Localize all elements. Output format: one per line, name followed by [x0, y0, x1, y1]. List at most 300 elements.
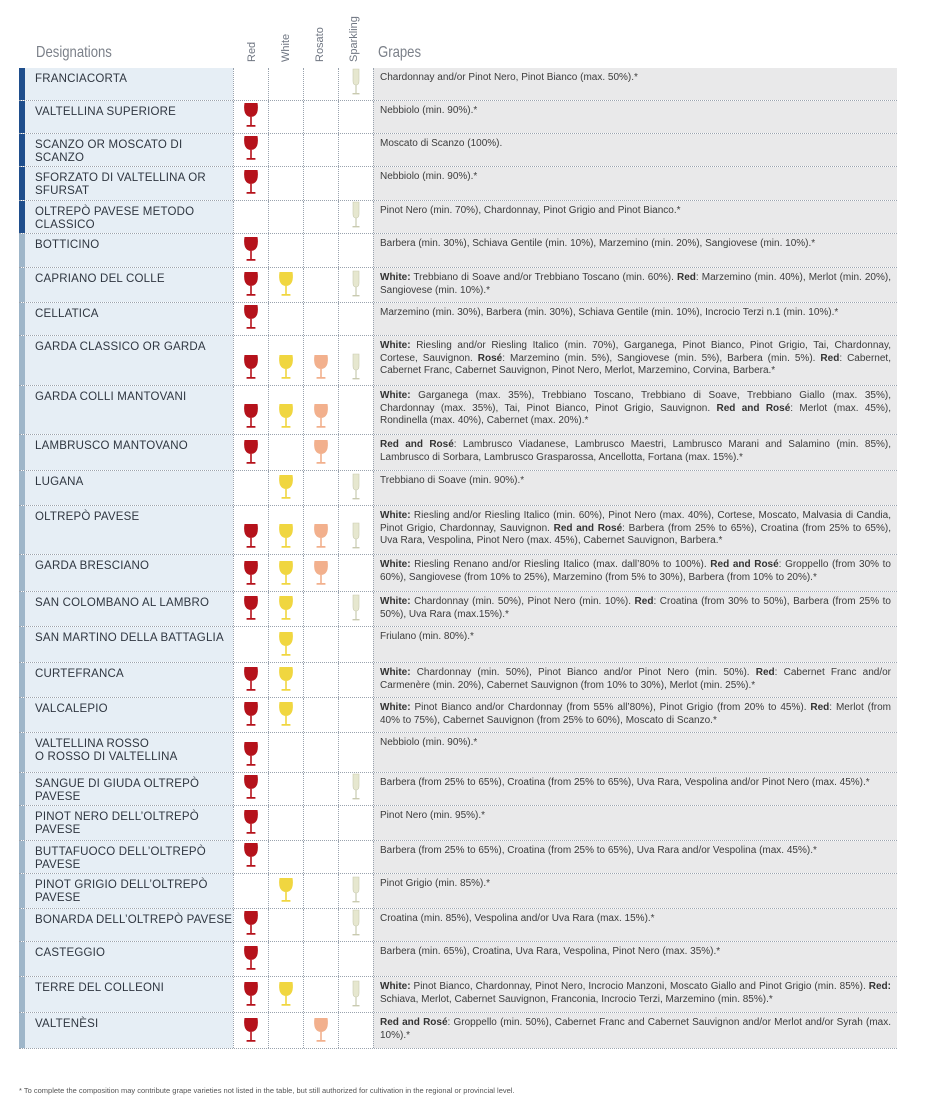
white-cell	[268, 698, 303, 732]
white-wine-glass-icon	[277, 700, 295, 728]
red-cell	[233, 134, 268, 166]
grapes-label: Rosé	[477, 352, 503, 364]
white-cell	[268, 268, 303, 302]
red-wine-glass-icon	[242, 665, 260, 693]
grapes-label: Red:	[868, 981, 891, 992]
grapes-text	[373, 336, 897, 385]
grapes-segment: Moscato di Scanzo (100%).	[380, 138, 503, 149]
grapes-text	[373, 627, 897, 662]
grapes-text	[373, 555, 897, 591]
grapes-segment: Riesling Renano and/or Riesling Italico (max. dall’80% to 100%).	[410, 559, 711, 570]
red-cell	[233, 506, 268, 554]
designation-name: OLTREPÒ PAVESE	[25, 506, 233, 554]
red-cell	[233, 627, 268, 662]
rosato-cell	[303, 234, 338, 267]
table-row	[19, 471, 897, 506]
designation-name: GARDA CLASSICO OR GARDA	[25, 336, 233, 385]
sparkling-cell	[338, 506, 373, 554]
table-row	[19, 336, 897, 386]
white-cell	[268, 506, 303, 554]
white-cell	[268, 336, 303, 385]
sparkling-flute-icon	[347, 522, 365, 550]
designation-name: SCANZO OR MOSCATO DI SCANZO	[25, 134, 233, 166]
white-cell	[268, 386, 303, 434]
designation-name: PINOT NERO DELL’OLTREPÒ PAVESE	[25, 806, 233, 840]
grapes-text	[373, 471, 897, 505]
red-wine-glass-icon	[242, 402, 260, 430]
designation-name: CAPRIANO DEL COLLE	[25, 268, 233, 302]
grapes-segment: : Cabernet, Cabernet Franc, Cabernet Sauvignon, Pinot Nero, Merlot, Marzemino, Corvina, Barbera.*	[380, 352, 891, 376]
designation-name: VALTENÈSI	[25, 1013, 233, 1048]
red-wine-glass-icon	[242, 559, 260, 587]
white-cell	[268, 1013, 303, 1048]
red-cell	[233, 268, 268, 302]
grapes-label: Red	[755, 667, 775, 678]
grapes-text	[373, 68, 897, 100]
white-cell	[268, 471, 303, 505]
grapes-text	[373, 101, 897, 133]
sparkling-flute-icon	[347, 773, 365, 801]
designations-header: Designations	[36, 44, 112, 61]
designation-name: GARDA COLLI MANTOVANI	[25, 386, 233, 434]
grapes-segment: : Merlot (from 40% to 75%), Cabernet Sauvignon (from 25% to 60%), Moscato di Scanzo.*	[380, 702, 891, 726]
designation-name: SANGUE DI GIUDA OLTREPÒ PAVESE	[25, 773, 233, 805]
sparkling-cell	[338, 909, 373, 941]
white-wine-glass-icon	[277, 594, 295, 622]
grapes-segment: : Groppello (from 30% to 60%), Sangiovese (from 10% to 25%), Marzemino (from 5% to 30%), Barbera (from 10% to 20%).*	[380, 559, 891, 583]
grapes-segment: : Merlot (max. 45%), Rondinella (max. 40%), Cabernet (max. 20%).*	[380, 402, 891, 426]
grapes-label: Red	[820, 352, 840, 364]
rosato-cell	[303, 773, 338, 805]
red-wine-glass-icon	[242, 909, 260, 937]
grapes-segment: Pinot Grigio (min. 85%).*	[380, 878, 491, 889]
red-wine-glass-icon	[242, 773, 260, 801]
sparkling-flute-icon	[347, 876, 365, 904]
designation-name: GARDA BRESCIANO	[25, 555, 233, 591]
grapes-text	[373, 167, 897, 200]
rosato-cell	[303, 201, 338, 233]
red-wine-glass-icon	[242, 1016, 260, 1044]
red-wine-glass-icon	[242, 353, 260, 381]
table-row	[19, 134, 897, 167]
sparkling-cell	[338, 806, 373, 840]
table-row	[19, 386, 897, 435]
grapes-text	[373, 806, 897, 840]
grapes-segment: Pinot Bianco and/or Chardonnay (from 55% all’80%), Pinot Grigio (from 20% to 45%).	[410, 702, 811, 713]
grapes-segment: Trebbiano di Soave and/or Trebbiano Toscano (min. 60%).	[410, 272, 677, 283]
table-row	[19, 234, 897, 268]
grapes-segment: Trebbiano di Soave (min. 90%).*	[380, 475, 525, 486]
rosato-cell	[303, 592, 338, 626]
rosato-cell	[303, 167, 338, 200]
grapes-text	[373, 733, 897, 772]
grapes-segment: Nebbiolo (min. 90%).*	[380, 171, 478, 182]
grapes-text	[373, 663, 897, 697]
white-cell	[268, 806, 303, 840]
red-cell	[233, 101, 268, 133]
white-cell	[268, 201, 303, 233]
rosato-cell	[303, 806, 338, 840]
designation-name: VALTELLINA ROSSO O ROSSO DI VALTELLINA	[25, 733, 233, 772]
sparkling-cell	[338, 68, 373, 100]
grapes-label: White:	[380, 667, 411, 678]
designation-name: CURTEFRANCA	[25, 663, 233, 697]
grapes-segment: Garganega (max. 35%), Trebbiano Toscano, Trebbiano di Soave, Trebbiano Giallo (max. 35%), Chardonnay (max. 35%), Tai, Pinot Bianco, Pinot Grigio, Sauvignon.	[380, 390, 891, 414]
grapes-segment: Barbera (min. 30%), Schiava Gentile (min. 10%), Marzemino (min. 20%), Sangiovese (min. 10%).*	[380, 238, 816, 249]
grapes-text	[373, 592, 897, 626]
white-cell	[268, 234, 303, 267]
red-wine-glass-icon	[242, 438, 260, 466]
rosato-cell	[303, 506, 338, 554]
white-cell	[268, 733, 303, 772]
designation-name: FRANCIACORTA	[25, 68, 233, 100]
sparkling-flute-icon	[347, 68, 365, 96]
table-row	[19, 733, 897, 773]
table-row	[19, 268, 897, 303]
sparkling-cell	[338, 167, 373, 200]
table-row	[19, 698, 897, 733]
table-row	[19, 435, 897, 471]
table-row	[19, 977, 897, 1013]
red-wine-glass-icon	[242, 101, 260, 129]
grapes-label: Red	[634, 596, 654, 607]
sparkling-cell	[338, 733, 373, 772]
designation-name: CASTEGGIO	[25, 942, 233, 976]
grapes-segment: : Croatina (from 30% to 50%), Barbera (from 25% to 50%), Uva Rara (max.15%).*	[380, 596, 891, 620]
white-cell	[268, 663, 303, 697]
red-cell	[233, 201, 268, 233]
sparkling-flute-icon	[347, 594, 365, 622]
designation-name: SAN COLOMBANO AL LAMBRO	[25, 592, 233, 626]
white-cell	[268, 627, 303, 662]
grapes-label: White:	[380, 981, 411, 992]
red-cell	[233, 733, 268, 772]
white-cell	[268, 134, 303, 166]
table-row	[19, 874, 897, 909]
sparkling-cell	[338, 663, 373, 697]
red-wine-glass-icon	[242, 522, 260, 550]
sparkling-cell	[338, 627, 373, 662]
grapes-segment: : Marzemino (min. 5%), Sangiovese (min. 5%), Barbera (min. 5%).	[502, 352, 821, 364]
table-row	[19, 663, 897, 698]
table-row	[19, 806, 897, 841]
designation-name: TERRE DEL COLLEONI	[25, 977, 233, 1012]
sparkling-cell	[338, 201, 373, 233]
grapes-text	[373, 909, 897, 941]
rosato-wine-glass-icon	[312, 438, 330, 466]
red-cell	[233, 841, 268, 873]
grapes-label: Red and Rosé	[553, 522, 623, 534]
grapes-text	[373, 874, 897, 908]
grapes-label: Red	[810, 702, 830, 713]
rosato-cell	[303, 733, 338, 772]
table-row	[19, 909, 897, 942]
grapes-text	[373, 134, 897, 166]
grapes-segment: Schiava, Merlot, Cabernet Sauvignon, Franconia, Incrocio Terzi, Marzemino (min. 85%).*	[380, 993, 773, 1005]
rosato-cell	[303, 471, 338, 505]
grapes-segment: Chardonnay and/or Pinot Nero, Pinot Bianco (max. 50%).*	[380, 72, 638, 83]
designation-name: BONARDA DELL’OLTREPÒ PAVESE	[25, 909, 233, 941]
grapes-text	[373, 234, 897, 267]
red-cell	[233, 68, 268, 100]
designation-name: PINOT GRIGIO DELL’OLTREPÒ PAVESE	[25, 874, 233, 908]
white-column-header: White	[280, 33, 292, 62]
sparkling-cell	[338, 977, 373, 1012]
red-cell	[233, 773, 268, 805]
grapes-text	[373, 773, 897, 805]
table-row	[19, 303, 897, 336]
rosato-cell	[303, 303, 338, 335]
footnote: * To complete the composition may contribute grape varieties not listed in the table, but still authorized for cultivation in the regional or provincial level.	[19, 1086, 515, 1095]
grapes-label: White:	[380, 340, 411, 351]
rosato-cell	[303, 1013, 338, 1048]
designation-name: OLTREPÒ PAVESE METODO CLASSICO	[25, 201, 233, 233]
rosato-cell	[303, 841, 338, 873]
designation-name: LUGANA	[25, 471, 233, 505]
red-cell	[233, 806, 268, 840]
red-cell	[233, 435, 268, 470]
rosato-cell	[303, 977, 338, 1012]
sparkling-cell	[338, 268, 373, 302]
grapes-text	[373, 303, 897, 335]
designation-name: LAMBRUSCO MANTOVANO	[25, 435, 233, 470]
grapes-text	[373, 841, 897, 873]
grapes-label: Red and Rosé	[380, 439, 454, 450]
grapes-text	[373, 201, 897, 233]
red-wine-glass-icon	[242, 134, 260, 162]
white-cell	[268, 435, 303, 470]
white-cell	[268, 942, 303, 976]
sparkling-cell	[338, 592, 373, 626]
table-row	[19, 942, 897, 977]
red-wine-glass-icon	[242, 740, 260, 768]
grapes-segment: Barbera (from 25% to 65%), Croatina (from 25% to 65%), Uva Rara, Vespolina and/or Pinot Nero (max. 45%).*	[380, 777, 870, 788]
grapes-segment: Pinot Bianco, Chardonnay, Pinot Nero, Incrocio Manzoni, Moscato Giallo and Pinot Grigio (min. 85%).	[410, 981, 869, 992]
designation-name: BOTTICINO	[25, 234, 233, 267]
red-wine-glass-icon	[242, 303, 260, 331]
rosato-cell	[303, 268, 338, 302]
sparkling-cell	[338, 234, 373, 267]
grapes-text	[373, 435, 897, 470]
white-cell	[268, 909, 303, 941]
white-cell	[268, 101, 303, 133]
designation-name: SAN MARTINO DELLA BATTAGLIA	[25, 627, 233, 662]
white-cell	[268, 592, 303, 626]
white-cell	[268, 874, 303, 908]
red-cell	[233, 386, 268, 434]
grapes-segment: Riesling and/or Riesling Italico (min. 70%), Garganega, Pinot Bianco, Pinot Grigio, Tai, Chardonnay, Cortese, Sauvignon.	[380, 340, 891, 364]
grapes-segment: Riesling and/or Riesling Italico (min. 60%), Pinot Nero (max. 40%), Cortese, Moscato, Malvasia di Candia, Pinot Grigio, Chardonnay, Sauvignon.	[380, 510, 891, 534]
grapes-segment: : Lambrusco Viadanese, Lambrusco Maestri, Lambrusco Marani and Salamino (min. 85%), Lambrusco di Sorbara, Lambrusco Grasparossa, Ancellotta, Fortana (max. 15%).*	[380, 439, 892, 463]
sparkling-cell	[338, 942, 373, 976]
red-cell	[233, 942, 268, 976]
white-cell	[268, 841, 303, 873]
grapes-label: Red	[676, 272, 696, 283]
red-wine-glass-icon	[242, 980, 260, 1008]
grapes-label: White:	[380, 559, 411, 570]
table-row	[19, 167, 897, 201]
sparkling-cell	[338, 134, 373, 166]
sparkling-cell	[338, 435, 373, 470]
sparkling-cell	[338, 1013, 373, 1048]
red-cell	[233, 471, 268, 505]
white-wine-glass-icon	[277, 353, 295, 381]
rosato-cell	[303, 909, 338, 941]
rosato-cell	[303, 101, 338, 133]
table-row	[19, 592, 897, 627]
designation-name: VALTELLINA SUPERIORE	[25, 101, 233, 133]
white-cell	[268, 68, 303, 100]
designation-name: BUTTAFUOCO DELL’OLTREPÒ PAVESE	[25, 841, 233, 873]
grapes-label: White:	[380, 510, 411, 521]
red-cell	[233, 167, 268, 200]
sparkling-cell	[338, 841, 373, 873]
red-wine-glass-icon	[242, 841, 260, 869]
red-wine-glass-icon	[242, 270, 260, 298]
table-row	[19, 773, 897, 806]
grapes-label: White:	[380, 596, 411, 607]
red-cell	[233, 977, 268, 1012]
grapes-segment: Nebbiolo (min. 90%).*	[380, 737, 478, 748]
grapes-label: White:	[380, 390, 411, 401]
table-row	[19, 68, 897, 101]
rosato-column-header: Rosato	[314, 27, 326, 62]
grapes-segment: Barbera (from 25% to 65%), Croatina (from 25% to 65%), Uva Rara and/or Vespolina (max. 45%).*	[380, 845, 817, 856]
grapes-segment: : Cabernet Franc and/or Carmenère (min. 20%), Cabernet Sauvignon (from 10% to 30%), Merlot (min. 25%).*	[380, 667, 891, 691]
rosato-cell	[303, 942, 338, 976]
grapes-segment: Pinot Nero (min. 70%), Chardonnay, Pinot Grigio and Pinot Bianco.*	[380, 205, 681, 216]
red-cell	[233, 909, 268, 941]
red-cell	[233, 555, 268, 591]
sparkling-cell	[338, 336, 373, 385]
designation-name: SFORZATO DI VALTELLINA OR SFURSAT	[25, 167, 233, 200]
red-cell	[233, 234, 268, 267]
sparkling-column-header: Sparkling	[348, 16, 360, 62]
grapes-label: White:	[380, 272, 411, 283]
rosato-wine-glass-icon	[312, 402, 330, 430]
white-wine-glass-icon	[277, 876, 295, 904]
rosato-wine-glass-icon	[312, 353, 330, 381]
white-wine-glass-icon	[277, 473, 295, 501]
red-cell	[233, 698, 268, 732]
rosato-cell	[303, 698, 338, 732]
white-wine-glass-icon	[277, 630, 295, 658]
rosato-cell	[303, 874, 338, 908]
rosato-cell	[303, 134, 338, 166]
sparkling-flute-icon	[347, 270, 365, 298]
grapes-label: Red and Rosé	[716, 402, 791, 414]
grapes-text	[373, 506, 897, 554]
sparkling-cell	[338, 386, 373, 434]
grapes-segment: Chardonnay (min. 50%), Pinot Nero (min. 10%).	[410, 596, 635, 607]
red-wine-glass-icon	[242, 808, 260, 836]
rosato-wine-glass-icon	[312, 522, 330, 550]
table-row	[19, 1013, 897, 1049]
sparkling-cell	[338, 471, 373, 505]
grapes-segment: : Groppello (min. 50%), Cabernet Franc and Cabernet Sauvignon and/or Merlot and/or Syrah (max. 10%).*	[380, 1017, 892, 1041]
table-row	[19, 627, 897, 663]
white-cell	[268, 977, 303, 1012]
table-row	[19, 201, 897, 234]
red-wine-glass-icon	[242, 944, 260, 972]
grapes-header: Grapes	[378, 44, 422, 61]
sparkling-flute-icon	[347, 909, 365, 937]
red-cell	[233, 874, 268, 908]
red-cell	[233, 336, 268, 385]
white-wine-glass-icon	[277, 402, 295, 430]
sparkling-cell	[338, 698, 373, 732]
designations-table	[19, 68, 897, 1049]
sparkling-cell	[338, 555, 373, 591]
grapes-segment: Marzemino (min. 30%), Barbera (min. 30%), Schiava Gentile (min. 10%), Incrocio Terzi n.1 (min. 10%).*	[380, 307, 839, 318]
grapes-segment: : Marzemino (min. 40%), Merlot (min. 20%), Sangiovese (min. 10%).*	[380, 272, 891, 296]
red-column-header: Red	[246, 41, 258, 62]
rosato-wine-glass-icon	[312, 559, 330, 587]
white-cell	[268, 555, 303, 591]
white-cell	[268, 773, 303, 805]
grapes-segment: Pinot Nero (min. 95%).*	[380, 810, 486, 821]
red-wine-glass-icon	[242, 235, 260, 263]
grapes-segment: Croatina (min. 85%), Vespolina and/or Uva Rara (max. 15%).*	[380, 913, 655, 924]
grapes-text	[373, 1013, 897, 1048]
grapes-label: Red and Rosé	[710, 559, 779, 570]
white-cell	[268, 303, 303, 335]
white-wine-glass-icon	[277, 559, 295, 587]
rosato-cell	[303, 663, 338, 697]
grapes-label: Red and Rosé	[380, 1017, 448, 1028]
rosato-cell	[303, 555, 338, 591]
grapes-text	[373, 698, 897, 732]
sparkling-flute-icon	[347, 353, 365, 381]
grapes-segment: Nebbiolo (min. 90%).*	[380, 105, 478, 116]
sparkling-flute-icon	[347, 980, 365, 1008]
red-wine-glass-icon	[242, 700, 260, 728]
white-wine-glass-icon	[277, 980, 295, 1008]
grapes-text	[373, 386, 897, 434]
white-cell	[268, 167, 303, 200]
rosato-cell	[303, 386, 338, 434]
red-wine-glass-icon	[242, 594, 260, 622]
rosato-cell	[303, 627, 338, 662]
sparkling-flute-icon	[347, 201, 365, 229]
table-row	[19, 506, 897, 555]
table-row	[19, 555, 897, 592]
sparkling-cell	[338, 773, 373, 805]
grapes-text	[373, 942, 897, 976]
red-cell	[233, 592, 268, 626]
sparkling-cell	[338, 303, 373, 335]
grapes-label: White:	[380, 702, 411, 713]
sparkling-cell	[338, 874, 373, 908]
rosato-wine-glass-icon	[312, 1016, 330, 1044]
grapes-text	[373, 268, 897, 302]
sparkling-cell	[338, 101, 373, 133]
white-wine-glass-icon	[277, 665, 295, 693]
rosato-cell	[303, 68, 338, 100]
grapes-segment: Chardonnay (min. 50%), Pinot Bianco and/or Pinot Nero (min. 50%).	[410, 667, 756, 678]
table-row	[19, 101, 897, 134]
sparkling-flute-icon	[347, 473, 365, 501]
table-row	[19, 841, 897, 874]
white-wine-glass-icon	[277, 522, 295, 550]
rosato-cell	[303, 435, 338, 470]
grapes-segment: Barbera (min. 65%), Croatina, Uva Rara, Vespolina, Pinot Nero (max. 35%).*	[380, 946, 721, 957]
rosato-cell	[303, 336, 338, 385]
designation-name: CELLATICA	[25, 303, 233, 335]
red-wine-glass-icon	[242, 168, 260, 196]
white-wine-glass-icon	[277, 270, 295, 298]
red-cell	[233, 1013, 268, 1048]
